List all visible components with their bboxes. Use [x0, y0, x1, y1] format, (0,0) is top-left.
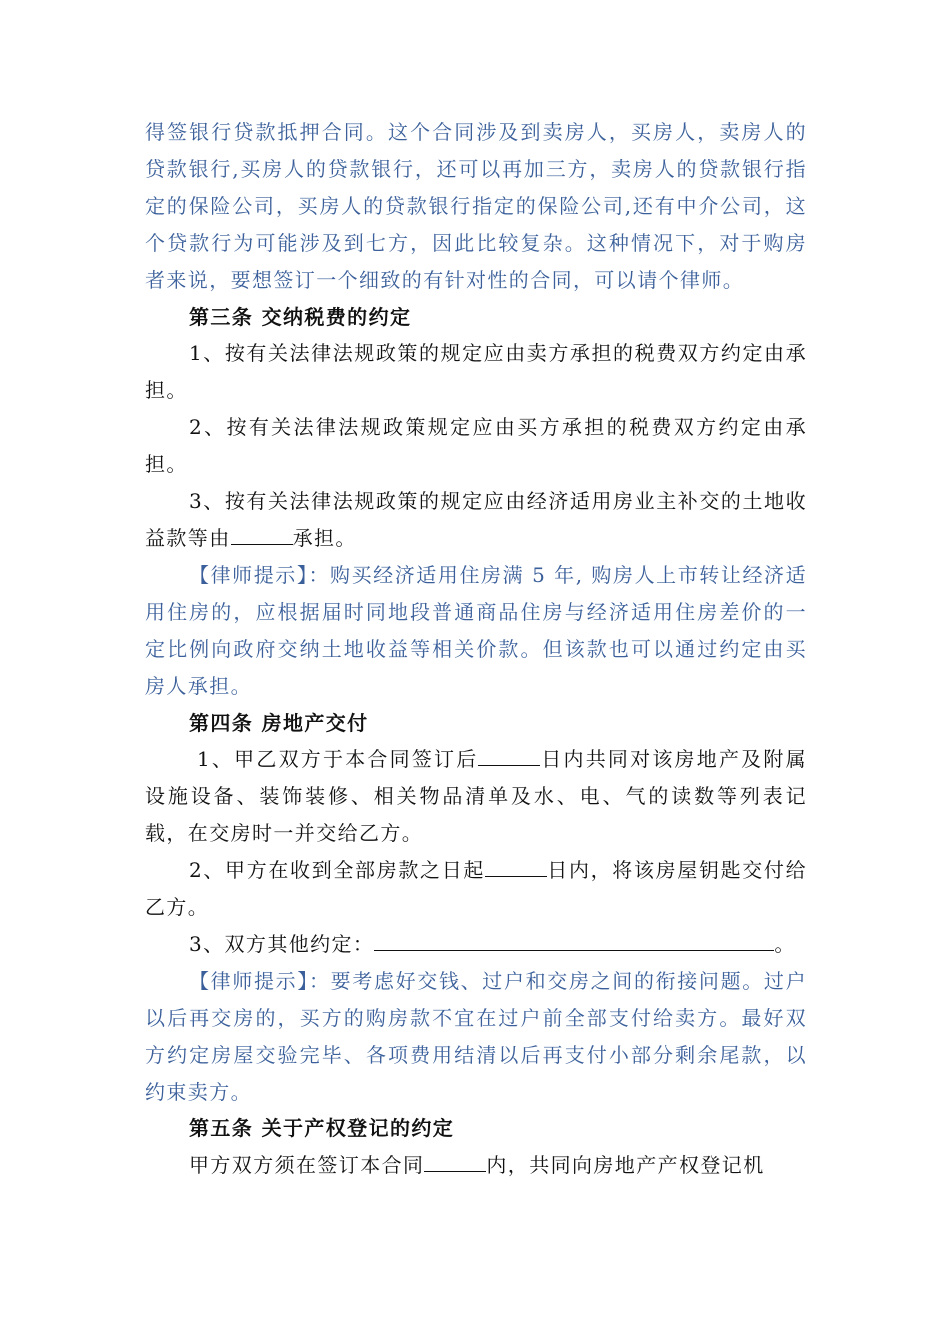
article-4-item-2-text-after: 日内，将该房屋钥匙交付给乙方。 — [145, 858, 807, 920]
article-5-text-before: 甲方双方须在签订本合同 — [189, 1153, 425, 1178]
article-3-item-3 — [145, 483, 807, 557]
lawyer-tip-label: 【律师提示】： — [189, 562, 331, 587]
article-4-item-3-text-before: 3、双方其他约定： — [189, 931, 375, 956]
article-3-item-2: 2、按有关法律法规政策规定应由买方承担的税费双方约定由承担。 — [145, 415, 807, 477]
article-4-item-2-text-before: 2、甲方在收到全部房款之日起 — [189, 858, 486, 883]
article-3-item-1: 1、按有关法律法规政策的规定应由卖方承担的税费双方约定由承担。 — [145, 341, 807, 403]
lawyer-tip-text: 购买经济适用住房满 5 年, 购房人上市转让经济适用住房的，应根据届时同地段普通商品住房与经济适用住房差价的一定比例向政府交纳土地收益等相关价款。但该款也可以通过约定由买房人承担。 — [145, 562, 807, 698]
blank-underline — [231, 526, 293, 545]
article-4-item-1-text-before: 1、甲乙双方于本合同签订后 — [197, 747, 479, 772]
article-4-item-3 — [145, 926, 807, 963]
lawyer-tip-label: 【律师提示】： — [189, 968, 331, 993]
intro-paragraph: 得签银行贷款抵押合同。这个合同涉及到卖房人，买房人，卖房人的贷款银行,买房人的贷款银行，还可以再加三方，卖房人的贷款银行指定的保险公司，买房人的贷款银行指定的保险公司,还有中介公司，这个贷款行为可能涉及到七方，因此比较复杂。这种情况下，对于购房者来说，要想签订一个细致的有针对性的合同，可以请个律师。 — [145, 120, 807, 292]
blank-underline — [478, 747, 540, 766]
blank-underline — [424, 1153, 486, 1172]
article-5-text-after: 内，共同向房地产产权登记机 — [486, 1153, 765, 1178]
article-4-item-2 — [145, 852, 807, 926]
article-5-text — [145, 1147, 807, 1184]
article-4-item-1 — [145, 741, 807, 852]
article-3-item-3-text-after: 承担。 — [292, 525, 357, 550]
blank-underline — [485, 858, 547, 877]
article-4-item-3-text-after: 。 — [774, 931, 796, 956]
article-3-lawyer-tip — [145, 557, 807, 705]
document-page — [145, 114, 807, 1184]
article-4-item-1-text-after: 日内共同对该房地产及附属设施设备、装饰装修、相关物品清单及水、电、气的读数等列表记载，在交房时一并交给乙方。 — [145, 747, 807, 846]
article-4-title: 第四条 房地产交付 — [189, 710, 369, 735]
article-4-lawyer-tip — [145, 963, 807, 1111]
article-3-title: 第三条 交纳税费的约定 — [189, 304, 412, 329]
blank-underline-long — [374, 932, 774, 951]
article-3-item-3-text-before: 3、按有关法律法规政策的规定应由经济适用房业主补交的土地收益款等由 — [145, 489, 807, 550]
lawyer-tip-text: 要考虑好交钱、过户和交房之间的衔接问题。过户以后再交房的，买方的购房款不宜在过户前全部支付给卖方。最好双方约定房屋交验完毕、各项费用结清以后再支付小部分剩余尾款，以约束卖方。 — [145, 968, 807, 1104]
article-5-title: 第五条 关于产权登记的约定 — [189, 1116, 455, 1141]
